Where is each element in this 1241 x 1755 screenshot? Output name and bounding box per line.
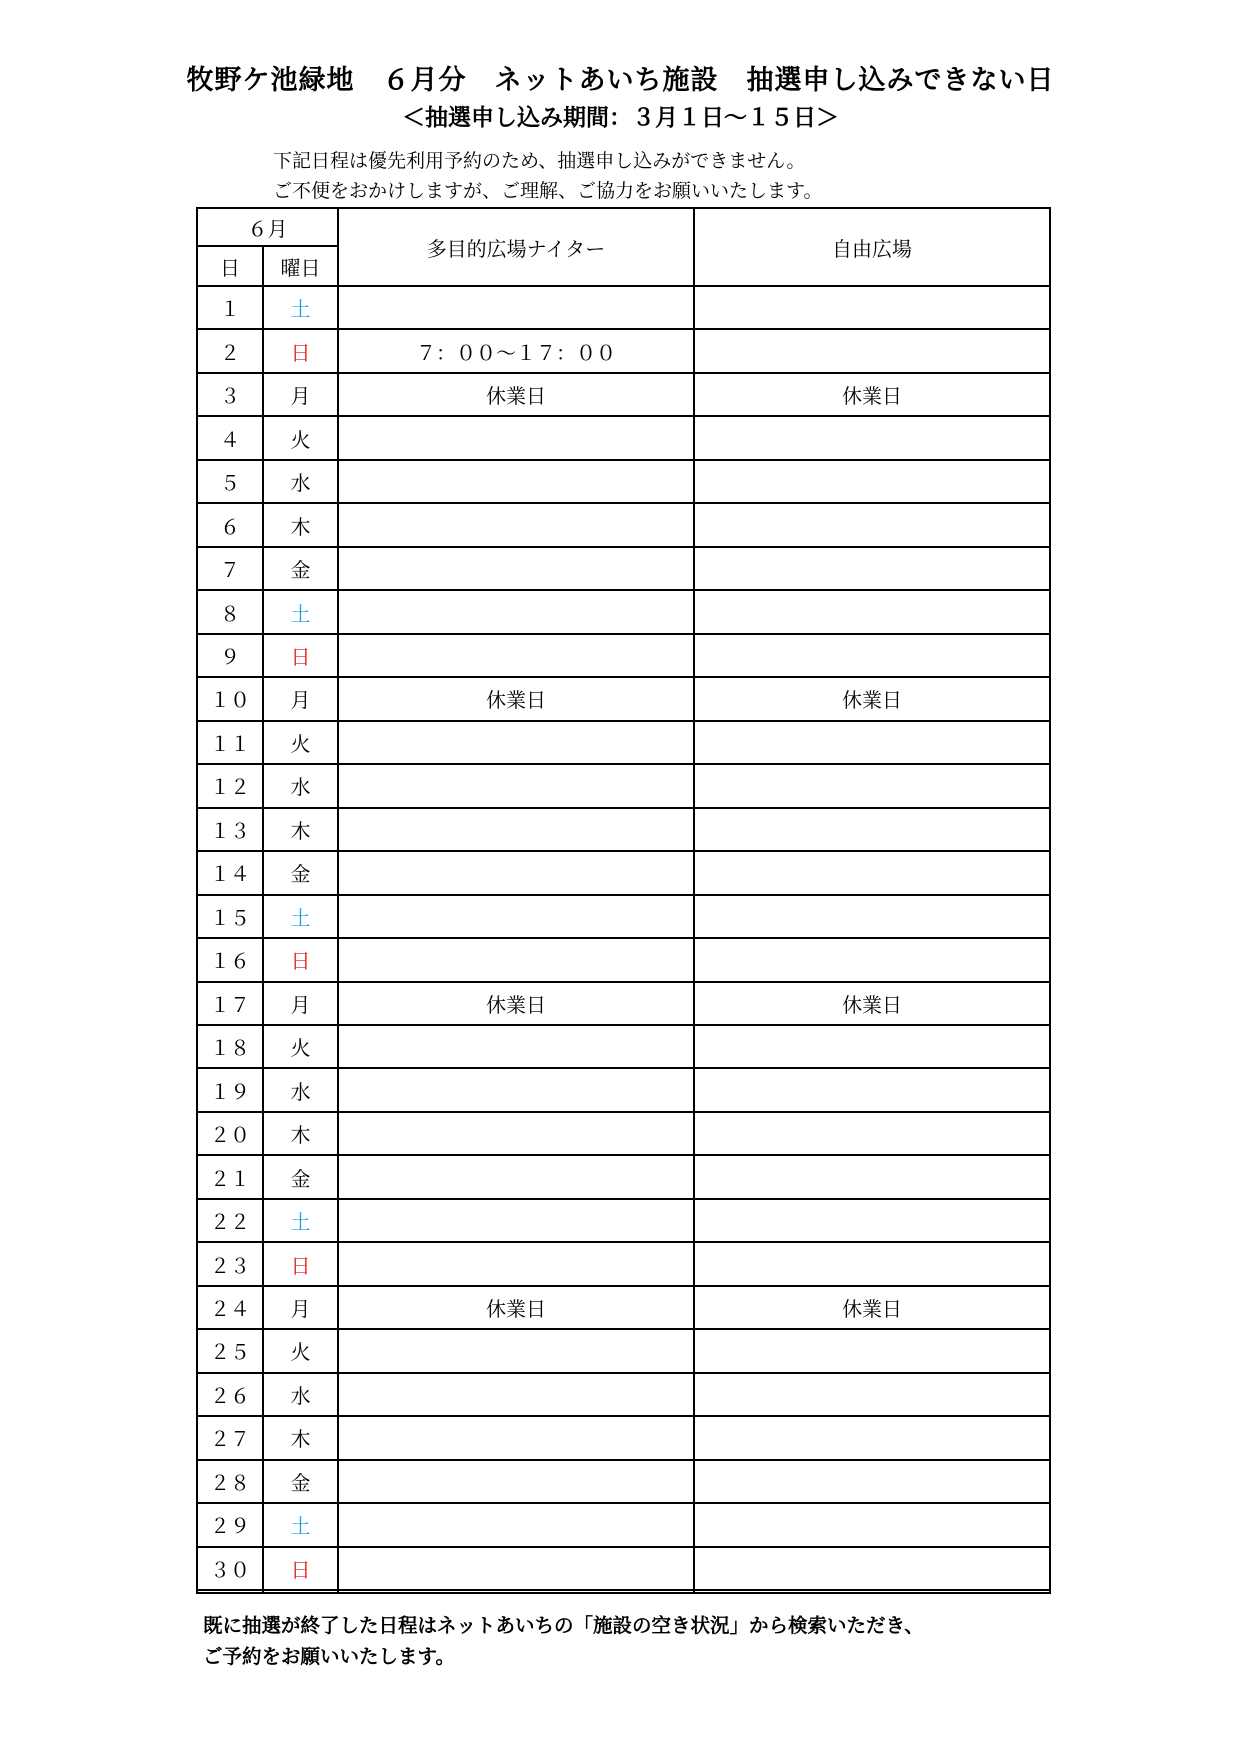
table-row [197,1242,1050,1285]
weekday-cell: 土 [263,1503,338,1546]
weekday-cell: 月 [263,1286,338,1329]
weekday-cell: 水 [263,1068,338,1111]
notice-line-2: ご不便をおかけしますが、ご理解、ご協力をお願いいたします。 [273,180,823,202]
weekday-cell: 日 [263,1547,338,1590]
day-cell: １２ [197,764,263,807]
facility-a-cell [338,721,694,764]
schedule-body [197,286,1050,1593]
table-row [197,1503,1050,1546]
weekday-cell [263,1590,338,1593]
weekday-cell: 金 [263,851,338,894]
day-cell: ２２ [197,1199,263,1242]
facility-b-cell [694,1416,1050,1459]
day-cell: ２３ [197,1242,263,1285]
facility-a-cell: 休業日 [338,373,694,416]
table-row [197,1199,1050,1242]
facility-a-cell [338,1373,694,1416]
facility-a-cell [338,1460,694,1503]
facility-b-cell [694,1025,1050,1068]
day-cell: ９ [197,634,263,677]
facility-a-cell [338,547,694,590]
facility-b-cell [694,1242,1050,1285]
schedule-table [196,207,1051,1594]
day-cell: １０ [197,677,263,720]
facility-a-cell: ７：００～１７：００ [338,329,694,372]
weekday-cell: 火 [263,1025,338,1068]
weekday-cell: 日 [263,634,338,677]
facility-a-cell [338,503,694,546]
facility-b-cell [694,808,1050,851]
facility-b-cell [694,1547,1050,1590]
day-cell: ２４ [197,1286,263,1329]
table-row [197,721,1050,764]
weekday-cell: 金 [263,547,338,590]
table-row [197,1590,1050,1593]
table-row [197,1329,1050,1372]
day-header: 日 [197,246,263,286]
facility-b-cell [694,634,1050,677]
table-row [197,1155,1050,1198]
day-cell: １９ [197,1068,263,1111]
weekday-cell: 火 [263,1329,338,1372]
table-row [197,1416,1050,1459]
facility-b-cell: 休業日 [694,982,1050,1025]
day-cell: １ [197,286,263,329]
day-cell: ２９ [197,1503,263,1546]
day-cell: ２０ [197,1112,263,1155]
table-row [197,982,1050,1025]
day-cell: ５ [197,460,263,503]
day-cell: １１ [197,721,263,764]
weekday-cell: 木 [263,1112,338,1155]
table-row [197,416,1050,459]
facility-a-cell [338,938,694,981]
facility-a-cell [338,1503,694,1546]
day-cell: ４ [197,416,263,459]
table-row [197,808,1050,851]
table-row [197,1460,1050,1503]
page-title: 牧野ケ池緑地 ６月分 ネットあいち施設 抽選申し込みできない日 [186,65,1055,96]
weekday-cell: 土 [263,1199,338,1242]
weekday-cell: 金 [263,1460,338,1503]
day-cell: ３０ [197,1547,263,1590]
facility-b-cell [694,895,1050,938]
facility-b-cell: 休業日 [694,677,1050,720]
facility-a-header: 多目的広場ナイター [338,208,694,286]
day-cell: ３ [197,373,263,416]
facility-b-header: 自由広場 [694,208,1050,286]
facility-b-cell [694,1373,1050,1416]
day-cell: ６ [197,503,263,546]
day-cell: １６ [197,938,263,981]
facility-a-cell [338,286,694,329]
day-cell: ７ [197,547,263,590]
table-row [197,1286,1050,1329]
table-row [197,460,1050,503]
weekday-cell: 水 [263,764,338,807]
day-cell: ２６ [197,1373,263,1416]
weekday-cell: 日 [263,329,338,372]
facility-b-cell: 休業日 [694,373,1050,416]
weekday-cell: 木 [263,1416,338,1459]
facility-b-cell [694,764,1050,807]
table-row [197,938,1050,981]
weekday-cell: 水 [263,460,338,503]
facility-b-cell [694,1199,1050,1242]
facility-a-cell [338,1068,694,1111]
facility-b-cell [694,1068,1050,1111]
day-cell: １８ [197,1025,263,1068]
weekday-cell: 土 [263,286,338,329]
table-row [197,1112,1050,1155]
day-cell [197,1590,263,1593]
facility-b-cell [694,1112,1050,1155]
table-row [197,329,1050,372]
footer-line-2: ご予約をお願いいたします。 [203,1645,455,1668]
weekday-cell: 木 [263,808,338,851]
day-cell: １４ [197,851,263,894]
facility-a-cell [338,1547,694,1590]
facility-b-cell [694,1503,1050,1546]
day-cell: ２ [197,329,263,372]
notice-line-1: 下記日程は優先利用予約のため、抽選申し込みができません。 [273,150,806,172]
table-row [197,764,1050,807]
day-cell: ２８ [197,1460,263,1503]
facility-b-cell [694,547,1050,590]
facility-a-cell: 休業日 [338,1286,694,1329]
weekday-cell: 日 [263,1242,338,1285]
weekday-cell: 土 [263,895,338,938]
day-cell: ８ [197,590,263,633]
facility-b-cell [694,721,1050,764]
table-row [197,634,1050,677]
day-cell: ２５ [197,1329,263,1372]
weekday-cell: 水 [263,1373,338,1416]
facility-a-cell [338,416,694,459]
facility-a-cell [338,1416,694,1459]
weekday-header: 曜日 [263,246,338,286]
facility-b-cell [694,1590,1050,1593]
weekday-cell: 火 [263,416,338,459]
facility-a-cell [338,1155,694,1198]
facility-b-cell [694,1155,1050,1198]
facility-b-cell [694,329,1050,372]
facility-a-cell [338,808,694,851]
table-row [197,373,1050,416]
facility-a-cell [338,1242,694,1285]
weekday-cell: 木 [263,503,338,546]
facility-b-cell [694,503,1050,546]
facility-b-cell [694,286,1050,329]
facility-a-cell [338,851,694,894]
day-cell: ２７ [197,1416,263,1459]
weekday-cell: 月 [263,373,338,416]
weekday-cell: 金 [263,1155,338,1198]
table-row [197,1373,1050,1416]
table-row [197,590,1050,633]
table-row [197,677,1050,720]
facility-b-cell: 休業日 [694,1286,1050,1329]
facility-b-cell [694,590,1050,633]
facility-a-cell: 休業日 [338,982,694,1025]
table-row [197,895,1050,938]
table-row [197,851,1050,894]
facility-a-cell [338,590,694,633]
table-row [197,547,1050,590]
table-row [197,1025,1050,1068]
facility-a-cell: 休業日 [338,677,694,720]
facility-a-cell [338,764,694,807]
day-cell: １７ [197,982,263,1025]
weekday-cell: 月 [263,677,338,720]
facility-a-cell [338,1112,694,1155]
facility-a-cell [338,1590,694,1593]
facility-a-cell [338,1329,694,1372]
weekday-cell: 月 [263,982,338,1025]
day-cell: １３ [197,808,263,851]
footer-line-1: 既に抽選が終了した日程はネットあいちの「施設の空き状況」から検索いただき、 [203,1614,924,1637]
day-cell: １５ [197,895,263,938]
facility-a-cell [338,1025,694,1068]
day-cell: ２１ [197,1155,263,1198]
table-row [197,503,1050,546]
month-header: ６月 [197,208,338,246]
facility-a-cell [338,895,694,938]
facility-b-cell [694,1460,1050,1503]
table-row [197,1547,1050,1590]
facility-a-cell [338,460,694,503]
table-row [197,286,1050,329]
facility-a-cell [338,1199,694,1242]
facility-b-cell [694,938,1050,981]
application-period: ＜抽選申し込み期間：３月１日～１５日＞ [402,105,839,131]
facility-b-cell [694,416,1050,459]
facility-b-cell [694,460,1050,503]
weekday-cell: 火 [263,721,338,764]
facility-b-cell [694,1329,1050,1372]
weekday-cell: 日 [263,938,338,981]
table-row [197,1068,1050,1111]
weekday-cell: 土 [263,590,338,633]
facility-a-cell [338,634,694,677]
facility-b-cell [694,851,1050,894]
